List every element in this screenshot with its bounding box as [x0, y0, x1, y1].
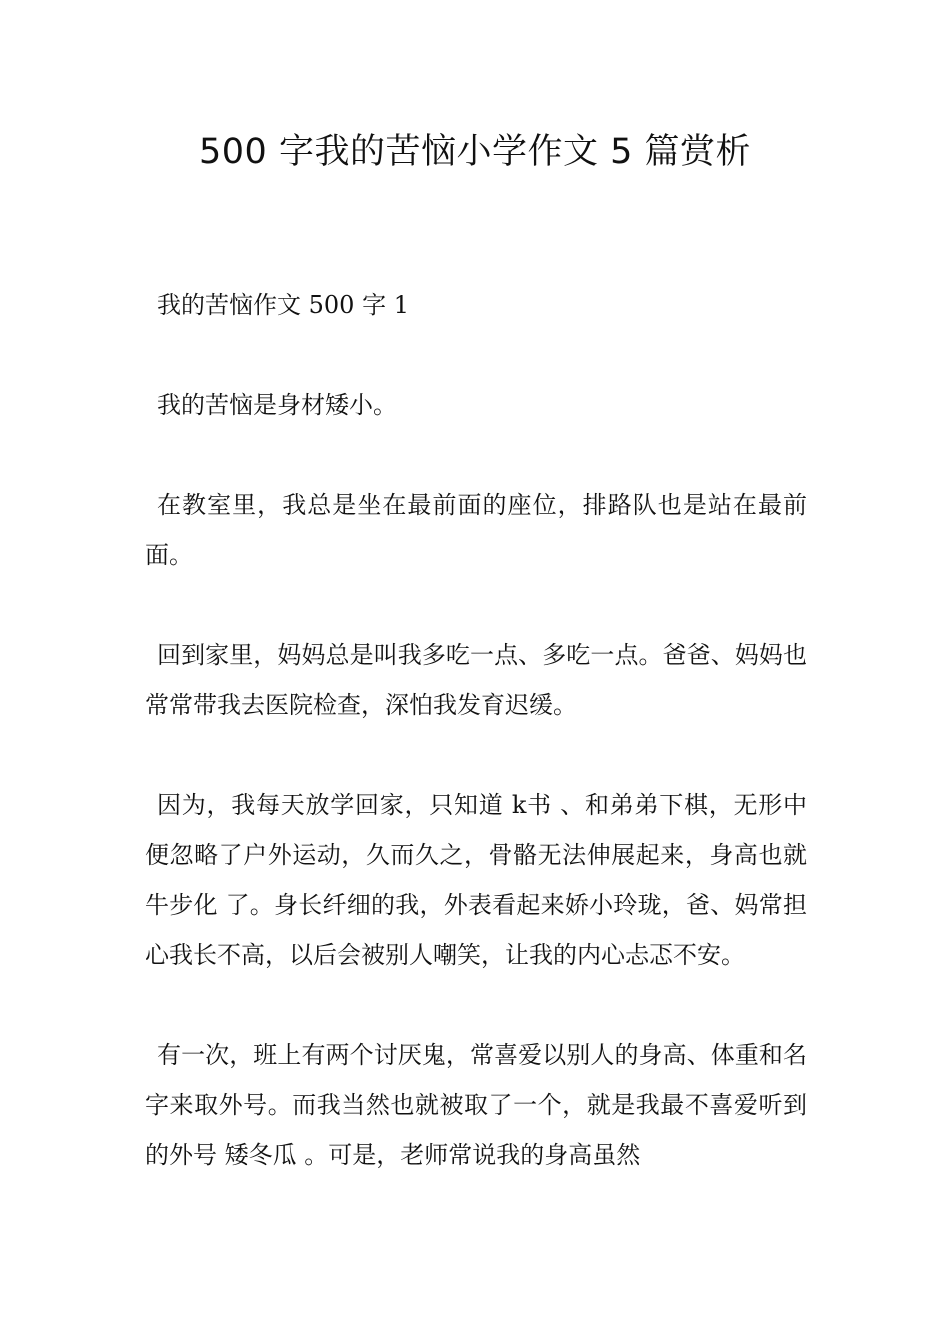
paragraph: 我的苦恼是身材矮小。: [157, 391, 397, 419]
document-title: 500 字我的苦恼小学作文 5 篇赏析: [199, 132, 751, 172]
paragraph: 我的苦恼作文 500 字 1: [157, 291, 409, 319]
paragraph: 因为，我每天放学回家，只知道 k书 、和弟弟下棋，无形中便忽略了户外运动，久而久之，骨骼无法伸展起来，身高也就 牛步化 了。身长纤细的我，外表看起来娇小玲珑，爸、妈常担心我长不高，以后会被别人嘲笑，让我的内心忐忑不安。: [145, 791, 807, 969]
document-body: [145, 280, 807, 1230]
paragraph: 有一次，班上有两个讨厌鬼，常喜爱以别人的身高、体重和名字来取外号。而我当然也就被取了一个，就是我最不喜爱听到的外号 矮冬瓜 。可是，老师常说我的身高虽然: [145, 1041, 807, 1169]
paragraph: 在教室里，我总是坐在最前面的座位，排路队也是站在最前面。: [145, 491, 807, 569]
paragraph: 回到家里，妈妈总是叫我多吃一点、多吃一点。爸爸、妈妈也常常带我去医院检查，深怕我发育迟缓。: [145, 641, 807, 719]
